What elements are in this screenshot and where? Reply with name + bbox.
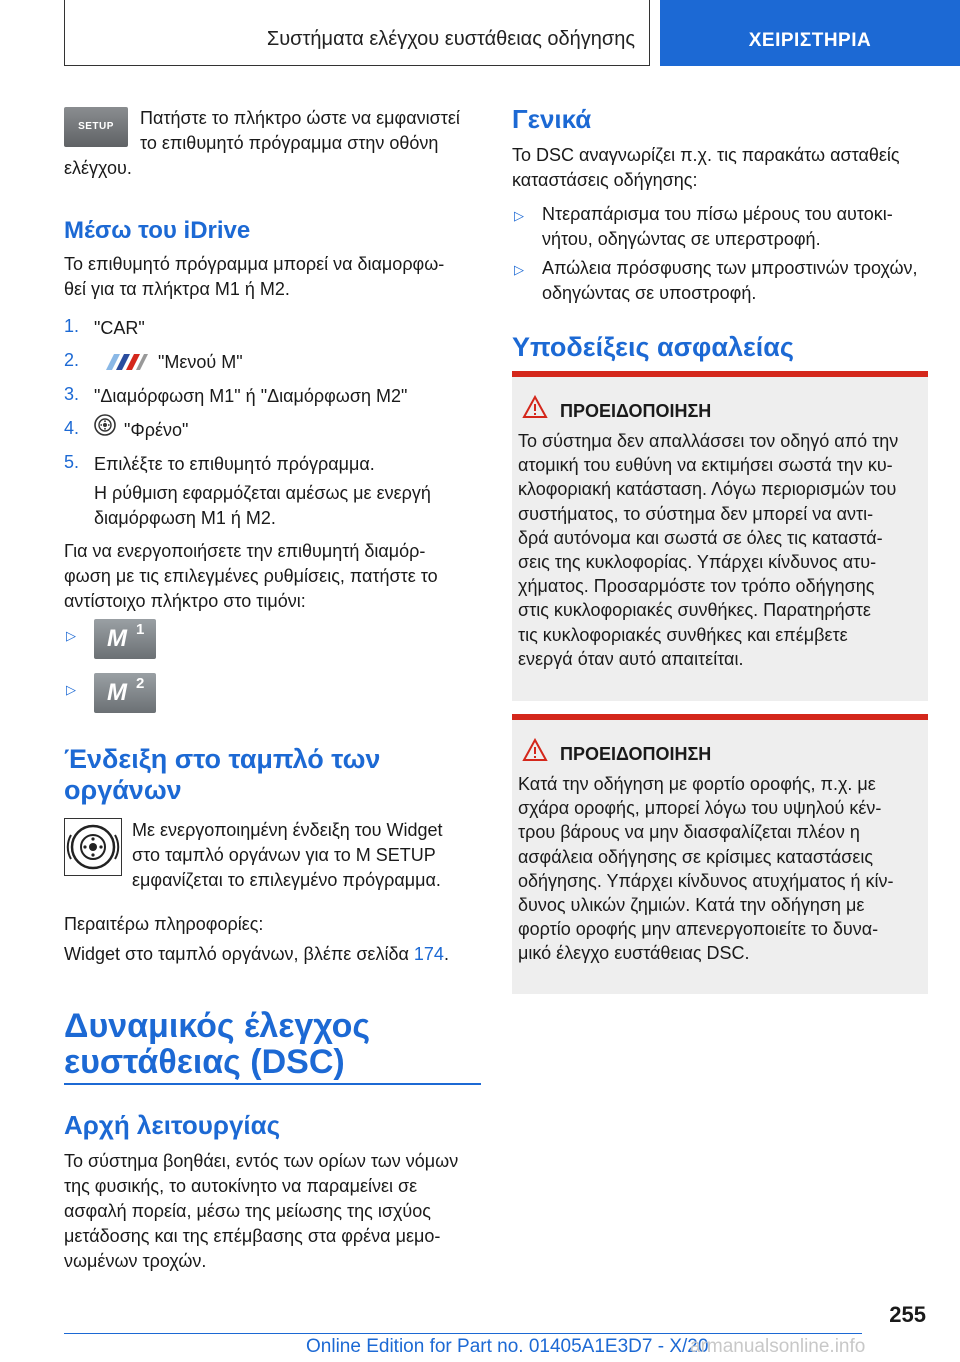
general-text-line1: Το DSC αναγνωρίζει π.χ. τις παρακάτω ασταθείς	[512, 145, 900, 165]
warning-line: κλοφοριακή κατάσταση. Λόγω περιορισμών του	[518, 479, 897, 500]
setup-button-image	[64, 107, 128, 147]
m1-digit: 1	[136, 621, 145, 638]
warning-line: δρά αυτόνομα και σωστά σε όλες τις καταστά-	[518, 527, 883, 548]
intro-text-line2: το επιθυμητό πρόγραμμα στην οθόνη	[140, 133, 439, 153]
m-stripes-icon	[100, 352, 150, 372]
warning-title: ΠΡΟΕΙΔΟΠΟΙΗΣΗ	[560, 744, 712, 764]
warning-line: Κατά την οδήγηση με φορτίο οροφής, π.χ. με	[518, 774, 876, 794]
step-number: 1.	[64, 316, 80, 336]
warning-line: ατομική του ευθύνη να εκτιμήσει σωστά την κυ-	[518, 455, 893, 476]
bullet-triangle-icon: ▷	[66, 682, 76, 697]
bullet-triangle-icon: ▷	[66, 628, 76, 643]
warning-line: χήματος. Προσαρμόστε τον τρόπο οδήγησης	[518, 576, 875, 597]
general-text-line2: καταστάσεις οδήγησης:	[512, 170, 698, 190]
bullet-line: Ντεραπάρισμα του πίσω μέρους του αυτοκι-	[542, 204, 893, 224]
section-tab-label: ΧΕΙΡΙΣΤΗΡΙΑ	[748, 30, 872, 51]
principle-line: της φυσικής, το αυτοκίνητο να παραμείνει σε	[64, 1176, 418, 1196]
steering-widget-icon	[65, 819, 121, 875]
page-number: 255	[889, 1302, 926, 1327]
widget-display-icon	[64, 818, 122, 876]
warning-bar	[512, 714, 928, 720]
warning-line: οδήγησης. Υπάρχει κίνδυνος ατυχήματος ή κίν-	[518, 870, 894, 891]
principle-line: νωμένων τροχών.	[64, 1251, 207, 1271]
intro-text-line3: ελέγχου.	[64, 158, 132, 178]
step-text: "Μενού M"	[158, 352, 243, 372]
principle-line: μετάδοσης και της επέμβασης στα φρένα μεμο-	[64, 1226, 441, 1246]
footer-watermark: armanualsonline.info	[690, 1336, 866, 1357]
warning-box	[512, 371, 928, 701]
section-tab[interactable]	[660, 0, 960, 66]
display-heading-line2: οργάνων	[64, 775, 182, 805]
idrive-text-line2: θεί για τα πλήκτρα M1 ή M2.	[64, 279, 290, 299]
step-text: "Φρένο"	[124, 420, 189, 440]
step-number: 4.	[64, 418, 80, 438]
activate-text-line3: αντίστοιχο πλήκτρο στο τιμόνι:	[64, 591, 306, 611]
warning-text	[518, 772, 928, 966]
warning-line: Το σύστημα δεν απαλλάσσει τον οδηγό από την	[518, 431, 899, 451]
general-heading: Γενικά	[512, 104, 592, 134]
step-number: 5.	[64, 452, 80, 472]
dsc-heading-line2: ευστάθειας (DSC)	[64, 1043, 345, 1081]
warning-line: φορτίο οροφής μην απενεργοποιείτε το δυνα-	[518, 919, 879, 940]
widget-reference: Widget στο ταμπλό οργάνων, βλέπε σελίδα 174.	[64, 944, 449, 964]
setup-button-label: SETUP	[78, 121, 114, 132]
display-heading-line1: Ένδειξη στο ταμπλό των	[64, 744, 381, 774]
warning-triangle-icon	[522, 395, 548, 419]
step-text: Επιλέξτε το επιθυμητό πρόγραμμα.	[94, 454, 375, 474]
m1-button-image	[94, 619, 156, 659]
warning-line: ασφάλεια οδήγησης σε κρίσιμες καταστάσεις	[518, 846, 874, 867]
activate-text-line1: Για να ενεργοποιήσετε την επιθυμητή διαμόρ-	[64, 541, 426, 561]
bullet-line: οδηγώντας σε υποστροφή.	[542, 283, 757, 303]
more-info-label: Περαιτέρω πληροφορίες:	[64, 914, 264, 934]
bullet-triangle-icon: ▷	[514, 262, 524, 277]
warning-text	[518, 429, 928, 671]
heading-underline	[64, 1083, 481, 1085]
warning-line: σχάρα οροφής, μπορεί λόγω του υψηλού κέν-	[518, 798, 882, 819]
principle-line: Το σύστημα βοηθάει, εντός των ορίων των νόμων	[64, 1151, 459, 1171]
widget-text-line3: εμφανίζεται το επιλεγμένο πρόγραμμα.	[132, 870, 441, 890]
bullet-triangle-icon: ▷	[514, 208, 524, 223]
bullet-line: Απώλεια πρόσφυσης των μπροστινών τροχών,	[542, 258, 918, 278]
page-link[interactable]: 174	[413, 944, 444, 964]
footer-edition: Online Edition for Part no. 01405A1E3D7 - X/20	[306, 1336, 709, 1357]
warning-line: μικό έλεγχο ευστάθειας DSC.	[518, 943, 750, 964]
step-text: "CAR"	[94, 318, 145, 338]
brake-disc-icon	[93, 413, 117, 437]
safety-heading: Υποδείξεις ασφαλείας	[512, 332, 794, 362]
warning-line: τρου βάρους να μην διασφαλίζεται πλέον η	[518, 822, 860, 843]
idrive-heading: Μέσω του iDrive	[64, 217, 251, 244]
warning-triangle-icon	[522, 738, 548, 762]
chapter-title: Συστήματα ελέγχου ευστάθειας οδήγησης	[266, 28, 635, 50]
idrive-text-line1: Το επιθυμητό πρόγραμμα μπορεί να διαμορφω-	[64, 254, 445, 274]
warning-line: δυνος υλικών ζημιών. Κατά την οδήγηση με	[518, 895, 865, 916]
m1-label: M	[107, 625, 127, 652]
m2-button-image	[94, 673, 156, 713]
step5-note-line1: Η ρύθμιση εφαρμόζεται αμέσως με ενεργή	[94, 483, 431, 503]
step-number: 3.	[64, 384, 80, 404]
widget-reference-text: Widget στο ταμπλό οργάνων, βλέπε σελίδα	[64, 944, 409, 964]
warning-line: τις κυκλοφοριακές συνθήκες και επέμβετε	[518, 624, 848, 645]
step5-note-line2: διαμόρφωση M1 ή M2.	[94, 508, 276, 528]
warning-box	[512, 714, 928, 994]
header-title-box	[64, 0, 650, 66]
dsc-heading-line1: Δυναμικός έλεγχος	[64, 1007, 371, 1045]
principle-heading: Αρχή λειτουργίας	[64, 1110, 281, 1140]
m2-label: M	[107, 679, 127, 706]
widget-text-line2: στο ταμπλό οργάνων για το M SETUP	[132, 845, 436, 865]
step-text: "Διαμόρφωση M1" ή "Διαμόρφωση M2"	[94, 386, 408, 406]
widget-text-line1: Με ενεργοποιημένη ένδειξη του Widget	[132, 820, 443, 840]
intro-text-line1: Πατήστε το πλήκτρο ώστε να εμφανιστεί	[140, 108, 460, 128]
warning-line: ενεργά όταν αυτό απαιτείται.	[518, 648, 744, 669]
m2-digit: 2	[136, 675, 145, 692]
warning-bar	[512, 371, 928, 377]
warning-line: σεις της κυκλοφορίας. Υπάρχει κίνδυνος ατυ-	[518, 552, 877, 573]
step-number: 2.	[64, 350, 80, 370]
principle-line: ασφαλή πορεία, μέσω της μείωσης της ισχύος	[64, 1201, 431, 1221]
warning-line: συστήματος, το σύστημα δεν μπορεί να αντι-	[518, 503, 874, 524]
warning-line: στις κυκλοφοριακές συνθήκες. Παρατηρήστε	[518, 600, 871, 621]
warning-title: ΠΡΟΕΙΔΟΠΟΙΗΣΗ	[560, 401, 712, 421]
activate-text-line2: φωση με τις επιλεγμένες ρυθμίσεις, πατήστε το	[64, 566, 438, 586]
bullet-line: νήτου, οδηγώντας σε υπερστροφή.	[542, 229, 821, 249]
footer-rule	[64, 1333, 862, 1334]
